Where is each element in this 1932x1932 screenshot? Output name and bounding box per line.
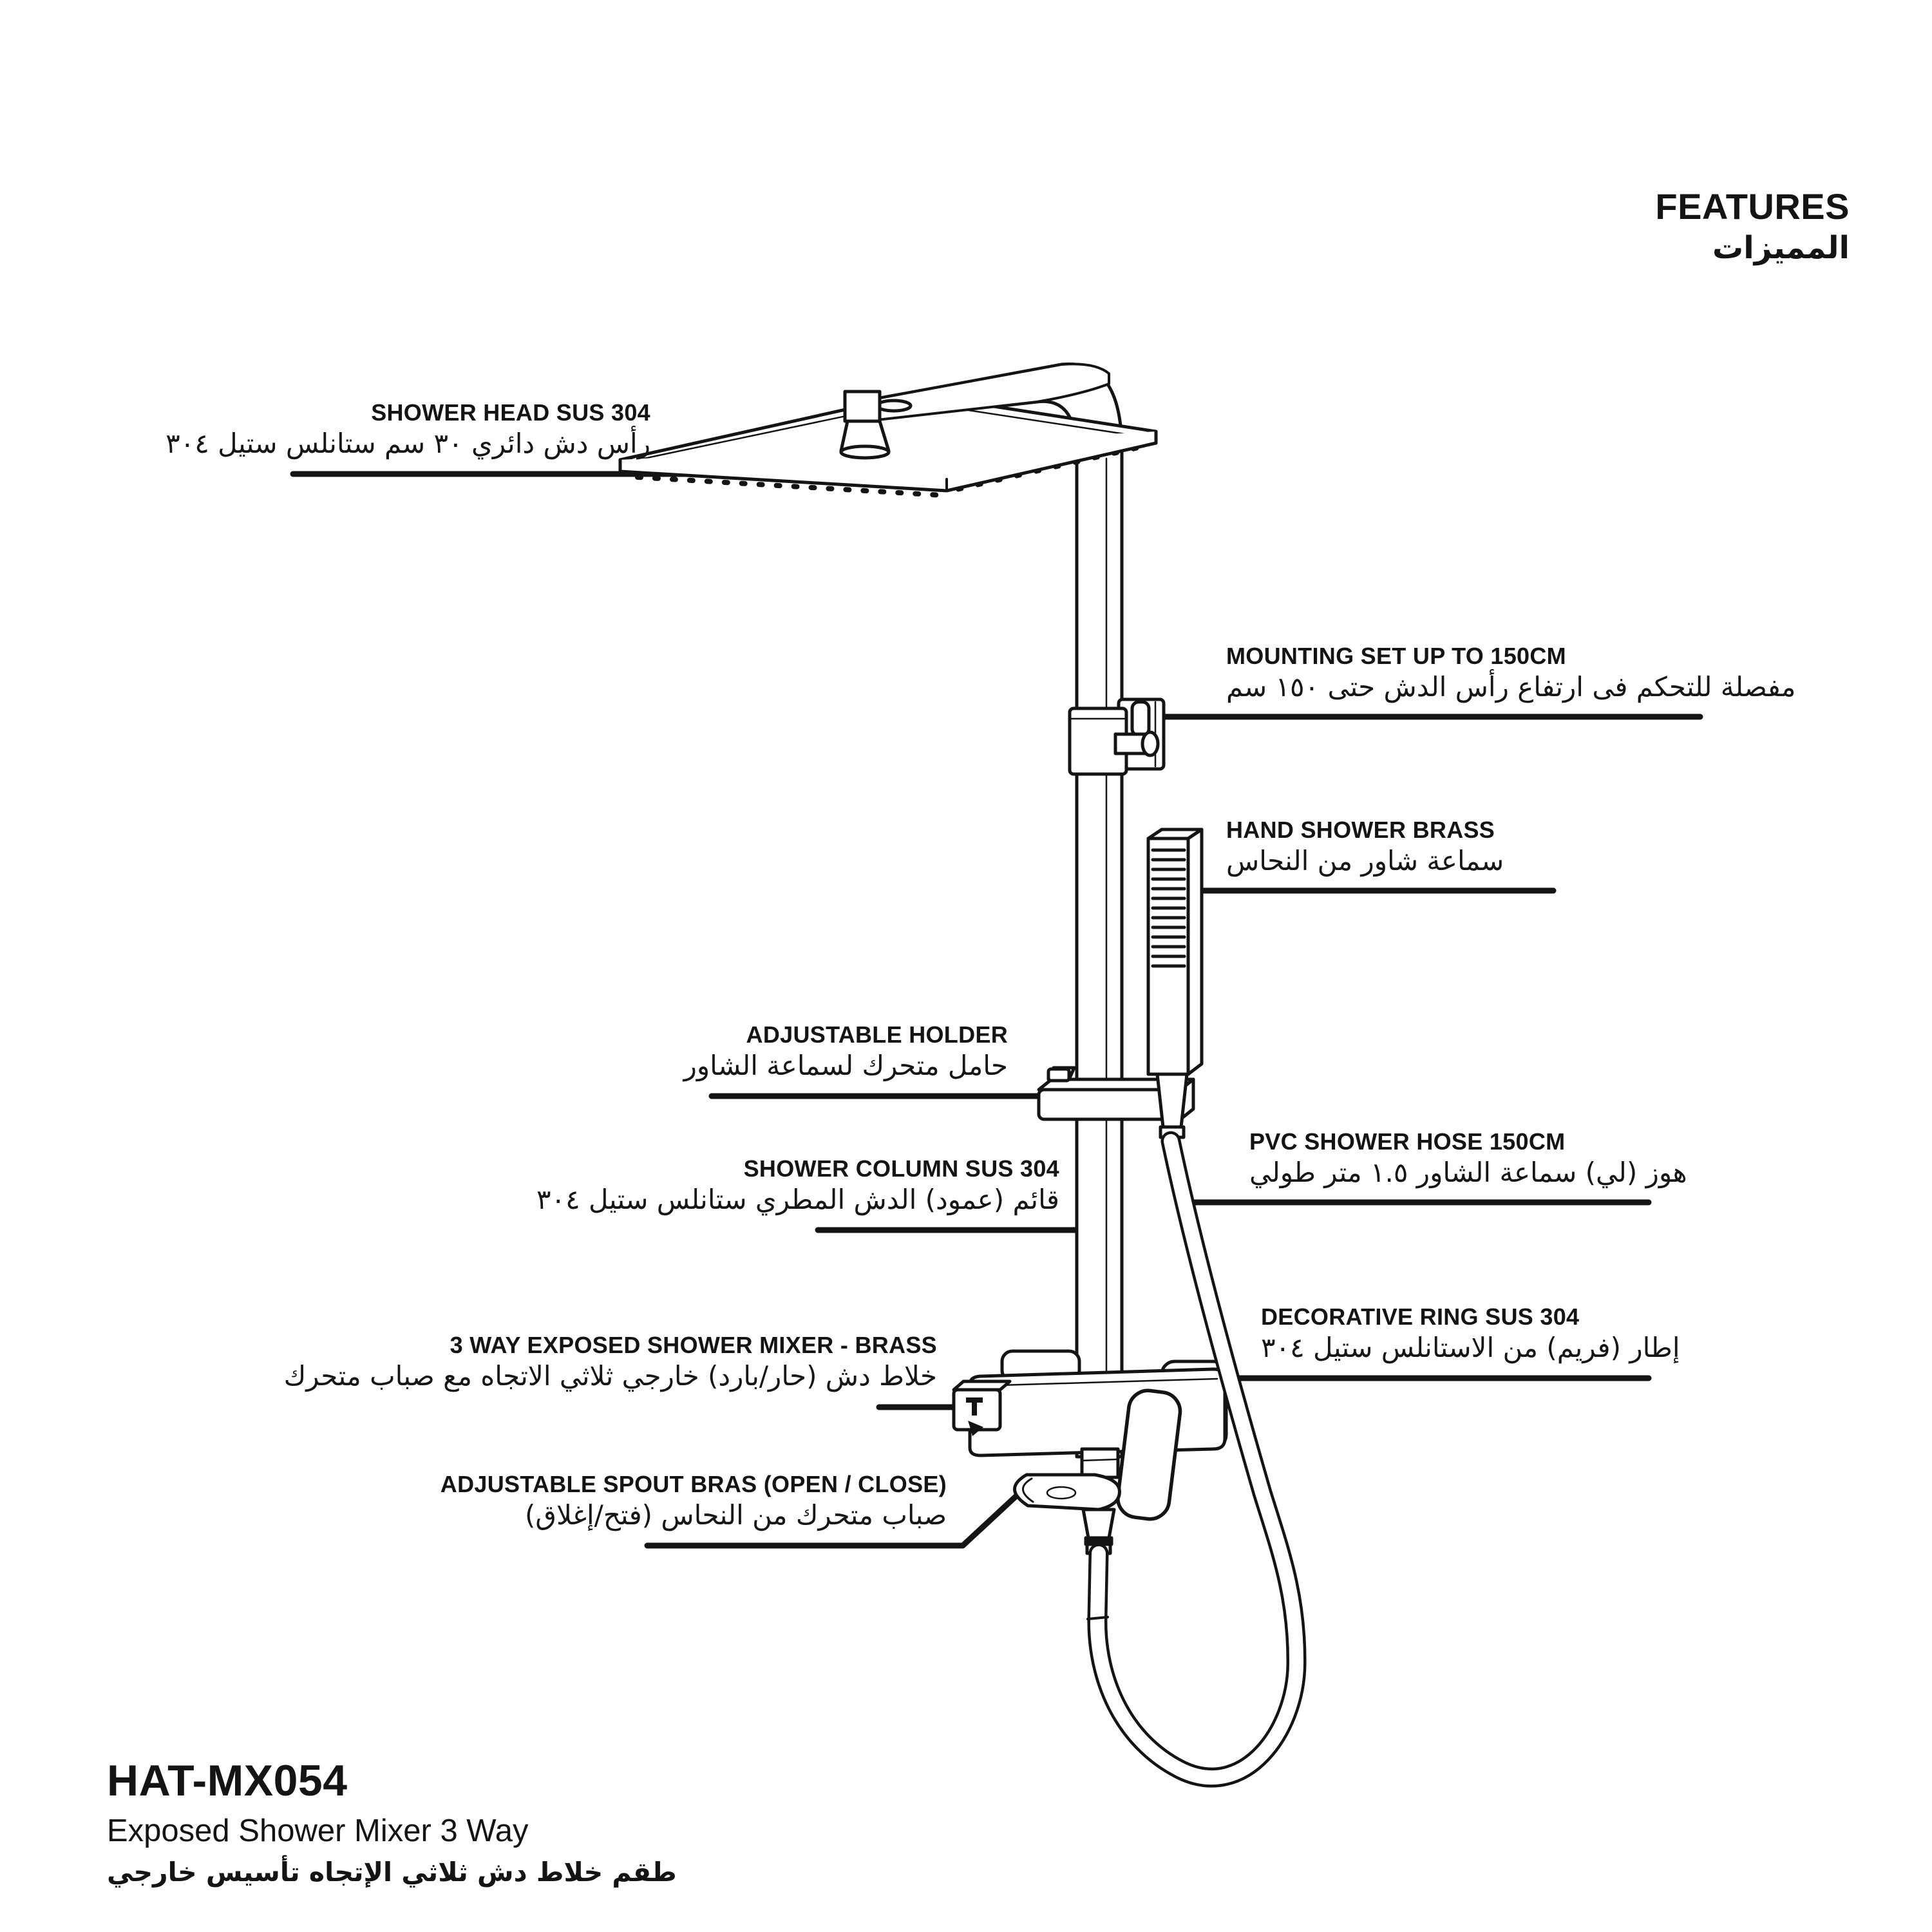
label-shower-column <box>536 1155 1059 1217</box>
product-info <box>107 1757 677 1888</box>
label-mounting-set <box>1226 643 1795 705</box>
label-decorative-ring <box>1261 1303 1680 1365</box>
label-shower-column-ar: قائم (عمود) الدش المطري ستانلس ستيل ٣٠٤ <box>536 1184 1059 1216</box>
label-shower-head-ar: رأس دش دائري ٣٠ سم ستانلس ستيل ٣٠٤ <box>166 428 650 460</box>
label-adjustable-holder-ar: حامل متحرك لسماعة الشاور <box>683 1050 1008 1082</box>
label-three-way-mixer <box>284 1332 937 1394</box>
label-pvc-hose-en: PVC SHOWER HOSE 150CM <box>1249 1128 1566 1155</box>
product-model: HAT-MX054 <box>107 1756 348 1805</box>
shower-column-drawing <box>866 364 1122 1457</box>
features-title: FEATURES <box>1655 186 1850 227</box>
label-adjustable-holder-en: ADJUSTABLE HOLDER <box>746 1021 1008 1048</box>
label-hand-shower-ar: سماعة شاور من النحاس <box>1226 845 1504 877</box>
product-name-ar: طقم خلاط دش ثلاثي الإتجاه تأسيس خارجي <box>107 1856 677 1888</box>
label-hand-shower-en: HAND SHOWER BRASS <box>1226 817 1495 843</box>
label-hand-shower <box>1226 817 1504 878</box>
label-decorative-ring-ar: إطار (فريم) من الاستانلس ستيل ٣٠٤ <box>1261 1332 1680 1364</box>
label-adjustable-spout-en: ADJUSTABLE SPOUT BRAS (OPEN / CLOSE) <box>440 1471 947 1497</box>
label-pvc-hose-ar: هوز (لي) سماعة الشاور ١.٥ متر طولي <box>1249 1157 1687 1189</box>
label-adjustable-spout <box>440 1471 947 1533</box>
product-name: Exposed Shower Mixer 3 Way <box>107 1813 529 1848</box>
label-pvc-hose <box>1249 1128 1687 1190</box>
label-shower-column-en: SHOWER COLUMN SUS 304 <box>743 1155 1059 1182</box>
label-three-way-mixer-ar: خلاط دش (حار/بارد) خارجي ثلاثي الاتجاه مع صباب متحرك <box>283 1360 937 1392</box>
label-adjustable-spout-ar: صباب متحرك من النحاس (فتح/إغلاق) <box>525 1499 947 1531</box>
label-adjustable-holder <box>684 1021 1008 1083</box>
label-mounting-set-ar: مفصلة للتحكم فى ارتفاع رأس الدش حتى ١٥٠ سم <box>1226 671 1796 703</box>
mounting-bracket-drawing <box>1070 699 1164 774</box>
label-shower-head-en: SHOWER HEAD SUS 304 <box>371 399 650 426</box>
label-three-way-mixer-en: 3 WAY EXPOSED SHOWER MIXER - BRASS <box>450 1332 937 1358</box>
hand-shower-drawing <box>1148 829 1202 1074</box>
label-decorative-ring-en: DECORATIVE RING SUS 304 <box>1261 1303 1580 1330</box>
hand-shower-cone-drawing <box>1157 1074 1187 1137</box>
features-header <box>1655 188 1850 266</box>
label-shower-head <box>166 399 650 461</box>
mixer-drawing <box>954 1351 1226 1553</box>
label-mounting-set-en: MOUNTING SET UP TO 150CM <box>1226 643 1566 669</box>
features-title-ar: المميزات <box>1712 229 1850 266</box>
